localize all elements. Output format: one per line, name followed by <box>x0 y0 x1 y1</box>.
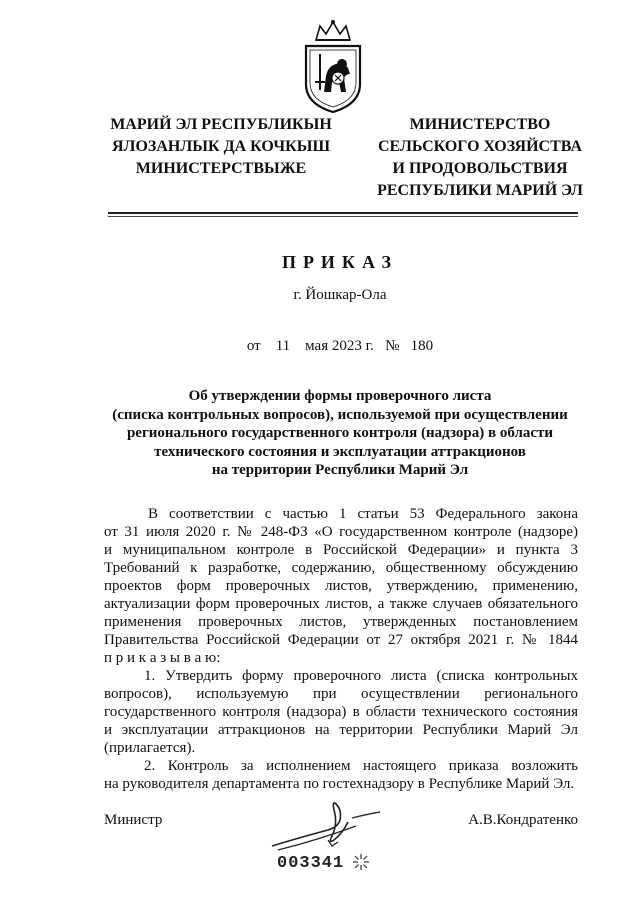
coat-of-arms-icon <box>298 18 368 114</box>
header-divider-thin <box>108 216 578 217</box>
title-line: регионального государственного контроля (надзора) в области <box>126 425 554 441</box>
document-body <box>104 505 578 793</box>
title-line: (списка контрольных вопросов), используемой при осуществлении <box>112 406 568 423</box>
number-label: № <box>385 338 400 354</box>
date-day: 11 <box>275 338 291 354</box>
header-right-line: И ПРОДОВОЛЬСТВИЯ <box>392 160 568 177</box>
body-line: вопросов), используемую при осуществлении регионального <box>104 686 578 702</box>
body-line: и эксплуатации аттракционов на территории Республики Марий Эл <box>104 722 578 738</box>
title-line: Об утверждении формы проверочного листа <box>188 388 492 404</box>
body-line: (прилагается). <box>104 740 196 756</box>
header-left-line: МАРИЙ ЭЛ РЕСПУБЛИКЫН <box>110 116 332 133</box>
city-name: г. Йошкар-Ола <box>293 287 387 303</box>
date-prefix: от <box>246 338 261 354</box>
document-type: ПРИКАЗ <box>281 252 399 272</box>
header-left-block <box>100 114 342 180</box>
star-stamp-icon <box>352 853 370 871</box>
body-line: проектов форм проверочных листов, утверждению, применению, <box>104 578 578 594</box>
body-line: В соответствии с частью 1 статьи 53 Федерального закона <box>148 506 578 522</box>
body-line: и муниципальном контроле в Российской Федерации» и пункта 3 <box>104 542 578 558</box>
body-line: актуализации форм проверочных листов, а также случаев обязательного <box>104 596 578 612</box>
body-line: 2. Контроль за исполнением настоящего приказа возложить <box>144 758 578 774</box>
body-line: от 31 июля 2020 г. № 248-ФЗ «О государственном контроле (надзоре) <box>104 524 578 540</box>
body-line: государственного контроля (надзора) в области технического состояния <box>104 704 578 720</box>
header-left-line: ЯЛОЗАНЛЫК ДА КОЧКЫШ <box>111 138 331 155</box>
body-line: на руководителя департамента по гостехнадзору в Республике Марий Эл. <box>104 776 575 792</box>
signer-name: А.В.Кондратенко <box>468 812 578 828</box>
serial-number: 003341 <box>277 854 345 873</box>
header-right-block <box>360 114 600 202</box>
header-right-line: РЕСПУБЛИКИ МАРИЙ ЭЛ <box>377 182 583 199</box>
body-line: Требований к разработке, содержанию, общественному обсуждению <box>104 560 578 576</box>
body-line: Правительства Российской Федерации от 27 октября 2021 г. № 1844 <box>104 632 578 648</box>
body-line-order-word: п р и к а з ы в а ю: <box>104 650 221 666</box>
signer-position: Министр <box>104 812 163 828</box>
header-divider <box>108 212 578 214</box>
body-line: 1. Утвердить форму проверочного листа (списка контрольных <box>144 668 578 684</box>
document-number: 180 <box>410 338 434 354</box>
title-line: на территории Республики Марий Эл <box>211 462 469 478</box>
title-line: технического состояния и эксплуатации аттракционов <box>154 443 526 460</box>
date-month-year: мая 2023 г. <box>305 338 374 354</box>
header-right-line: СЕЛЬСКОГО ХОЗЯЙСТВА <box>377 138 582 155</box>
header-right-line: МИНИСТЕРСТВО <box>409 116 551 133</box>
document-title <box>100 387 580 480</box>
date-line <box>0 338 640 355</box>
body-line: применения проверочных листов, утвержденных постановлением <box>104 614 578 630</box>
header-left-line: МИНИСТЕРСТВЫЖЕ <box>135 160 307 177</box>
handwritten-signature-icon <box>268 790 398 860</box>
